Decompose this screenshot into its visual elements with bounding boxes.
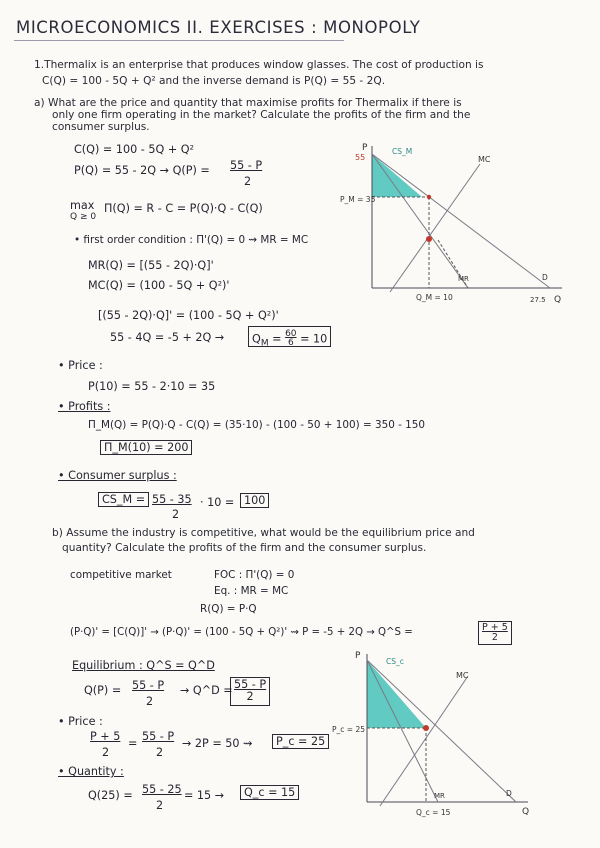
graph-a-x-end: 27.5 bbox=[530, 296, 546, 304]
quantity-eval: Q(25) = bbox=[88, 789, 133, 802]
monopoly-price: P(10) = 55 - 2·10 = 35 bbox=[88, 380, 216, 393]
monopoly-point bbox=[427, 195, 431, 199]
graph-b-pc-label: P_c = 25 bbox=[332, 725, 365, 734]
mr-line bbox=[372, 154, 468, 288]
quantity-result: = 15 → bbox=[184, 789, 225, 802]
graph-a-y-label: P bbox=[362, 143, 368, 153]
monopoly-quantity-box bbox=[248, 326, 331, 347]
exercise-intro-line1: 1.Thermalix is an enterprise that produces window glasses. The cost of production is bbox=[34, 59, 484, 71]
graph-b-cs-label: CS_c bbox=[386, 657, 404, 666]
revenue-function: R(Q) = P·Q bbox=[200, 603, 257, 615]
monopoly-profit-box: Π_M(10) = 200 bbox=[100, 440, 192, 455]
quantity-heading: • Quantity : bbox=[58, 765, 124, 778]
cs-fraction-num: 55 - 35 bbox=[152, 493, 192, 506]
part-b-question-line2: quantity? Calculate the profits of the firm and the consumer surplus. bbox=[62, 542, 427, 554]
page-title: MICROECONOMICS II. EXERCISES : MONOPOLY bbox=[16, 18, 421, 37]
demand-function: P(Q) = 55 - 2Q → Q(P) = bbox=[74, 164, 210, 177]
eq-qp-den: 2 bbox=[146, 695, 154, 708]
qm-symbol: Q bbox=[252, 332, 261, 346]
competitive-equilibrium-rule: Eq. : MR = MC bbox=[214, 585, 289, 597]
cs-label-box: CS_M = bbox=[98, 492, 149, 507]
part-b-question-line1: b) Assume the industry is competitive, what would be the equilibrium price and bbox=[52, 527, 475, 539]
max-label: max bbox=[70, 199, 95, 212]
cs-fraction-den: 2 bbox=[172, 508, 180, 521]
cs-shaded-area bbox=[372, 154, 422, 197]
graph-b-mr-label: MR bbox=[434, 792, 445, 800]
consumer-surplus-heading: • Consumer surplus : bbox=[58, 469, 177, 482]
cs-multiplier: · 10 = bbox=[200, 496, 235, 509]
price-equals: = bbox=[128, 737, 138, 750]
profit-objective: Π(Q) = R - C = P(Q)·Q - C(Q) bbox=[104, 202, 263, 215]
solve-step: 55 - 4Q = -5 + 2Q → bbox=[110, 331, 225, 344]
eq-qd-num: 55 - P bbox=[234, 678, 267, 691]
demand-line bbox=[367, 660, 516, 802]
demand-quantity-box bbox=[230, 677, 270, 706]
marginal-revenue: MR(Q) = [(55 - 2Q)·Q]' bbox=[88, 259, 214, 272]
graph-a-price-tick: 55 bbox=[355, 153, 366, 162]
competitive-price-box: P_c = 25 bbox=[272, 734, 329, 749]
qm-value: = 10 bbox=[300, 332, 328, 346]
qty-frac-num: 55 - 25 bbox=[142, 783, 182, 796]
qm-subscript: M bbox=[260, 338, 269, 349]
part-a-question-line3: consumer surplus. bbox=[52, 121, 150, 133]
graph-a-cs-label: CS_M bbox=[392, 147, 413, 156]
eq-qp-num: 55 - P bbox=[132, 679, 165, 692]
graph-b-x-label: Q bbox=[522, 807, 530, 817]
competitive-foc: FOC : Π'(Q) = 0 bbox=[214, 569, 295, 581]
marginal-cost: MC(Q) = (100 - 5Q + Q²)' bbox=[88, 279, 230, 292]
mr-line bbox=[367, 660, 438, 802]
graph-a-x-label: Q bbox=[554, 295, 562, 305]
graph-a-mr-label: MR bbox=[458, 275, 469, 283]
graph-a-mc-label: MC bbox=[478, 155, 491, 164]
qm-frac-den: 6 bbox=[287, 338, 294, 349]
supply-fraction-box bbox=[478, 621, 512, 645]
qm-eq: = bbox=[272, 332, 282, 346]
competitive-graph bbox=[332, 648, 540, 823]
profits-heading: • Profits : bbox=[58, 400, 111, 413]
graph-a-pm-label: P_M = 35 bbox=[340, 195, 376, 204]
demand-quantity-label: → Q^D = bbox=[180, 684, 233, 697]
demand-fraction-num: 55 - P bbox=[230, 159, 263, 172]
cs-c-shaded-area bbox=[367, 660, 426, 728]
demand-inverse-label: Q(P) = bbox=[84, 684, 122, 697]
price-right-num: 55 - P bbox=[142, 730, 175, 743]
supply-frac-den: 2 bbox=[491, 631, 498, 643]
qm-fraction bbox=[285, 330, 296, 349]
price-right-den: 2 bbox=[156, 746, 164, 759]
supply-derivation: (P·Q)' = [C(Q)]' → (P·Q)' = (100 - 5Q + Q²)' ⇝ P = -5 + 2Q → Q^S = bbox=[70, 627, 413, 638]
supply-frac-num: P + 5 bbox=[482, 622, 508, 633]
cost-function: C(Q) = 100 - 5Q + Q² bbox=[74, 143, 195, 156]
competitive-quantity-box: Q_c = 15 bbox=[240, 785, 299, 800]
price-heading: • Price : bbox=[58, 359, 103, 372]
price-left-den: 2 bbox=[102, 746, 110, 759]
eq-qd-den: 2 bbox=[246, 690, 254, 704]
part-a-question-line2: only one firm operating in the market? Calculate the profits of the firm and the bbox=[52, 109, 471, 121]
mr-mc-intersection bbox=[426, 236, 432, 242]
profits-calculation: Π_M(Q) = P(Q)·Q - C(Q) = (35·10) - (100 - 50 + 100) = 350 - 150 bbox=[88, 419, 426, 431]
graph-b-mc-label: MC bbox=[456, 671, 469, 680]
graph-b-qc-label: Q_c = 15 bbox=[416, 808, 451, 817]
price-solve: → 2P = 50 ⇝ bbox=[182, 737, 253, 750]
demand-fraction-den: 2 bbox=[244, 175, 252, 188]
equilibrium-heading: Equilibrium : Q^S = Q^D bbox=[72, 659, 215, 672]
first-order-condition: • first order condition : Π'(Q) = 0 ⇝ MR = MC bbox=[74, 234, 309, 246]
graph-b-y-label: P bbox=[355, 651, 361, 661]
competitive-market-label: competitive market bbox=[70, 569, 172, 581]
part-a-question-line1: a) What are the price and quantity that maximise profits for Thermalix if there is bbox=[34, 97, 462, 109]
competitive-point bbox=[423, 725, 429, 731]
graph-a-d-label: D bbox=[542, 273, 548, 282]
graph-b-d-label: D bbox=[506, 789, 512, 798]
qm-frac-num: 60 bbox=[285, 329, 297, 339]
monopoly-graph bbox=[340, 140, 600, 315]
max-constraint: Q ≥ 0 bbox=[70, 212, 97, 222]
derivative-equation: [(55 - 2Q)·Q]' = (100 - 5Q + Q²)' bbox=[98, 309, 279, 322]
title-underline bbox=[14, 40, 344, 41]
graph-a-qm-label: Q_M = 10 bbox=[416, 293, 453, 302]
qty-frac-den: 2 bbox=[156, 799, 164, 812]
price-heading-b: • Price : bbox=[58, 715, 103, 728]
exercise-intro-line2: C(Q) = 100 - 5Q + Q² and the inverse demand is P(Q) = 55 - 2Q. bbox=[42, 75, 386, 87]
demand-line bbox=[372, 154, 550, 288]
consumer-surplus-box: 100 bbox=[240, 493, 269, 508]
price-left-num: P + 5 bbox=[90, 730, 121, 743]
